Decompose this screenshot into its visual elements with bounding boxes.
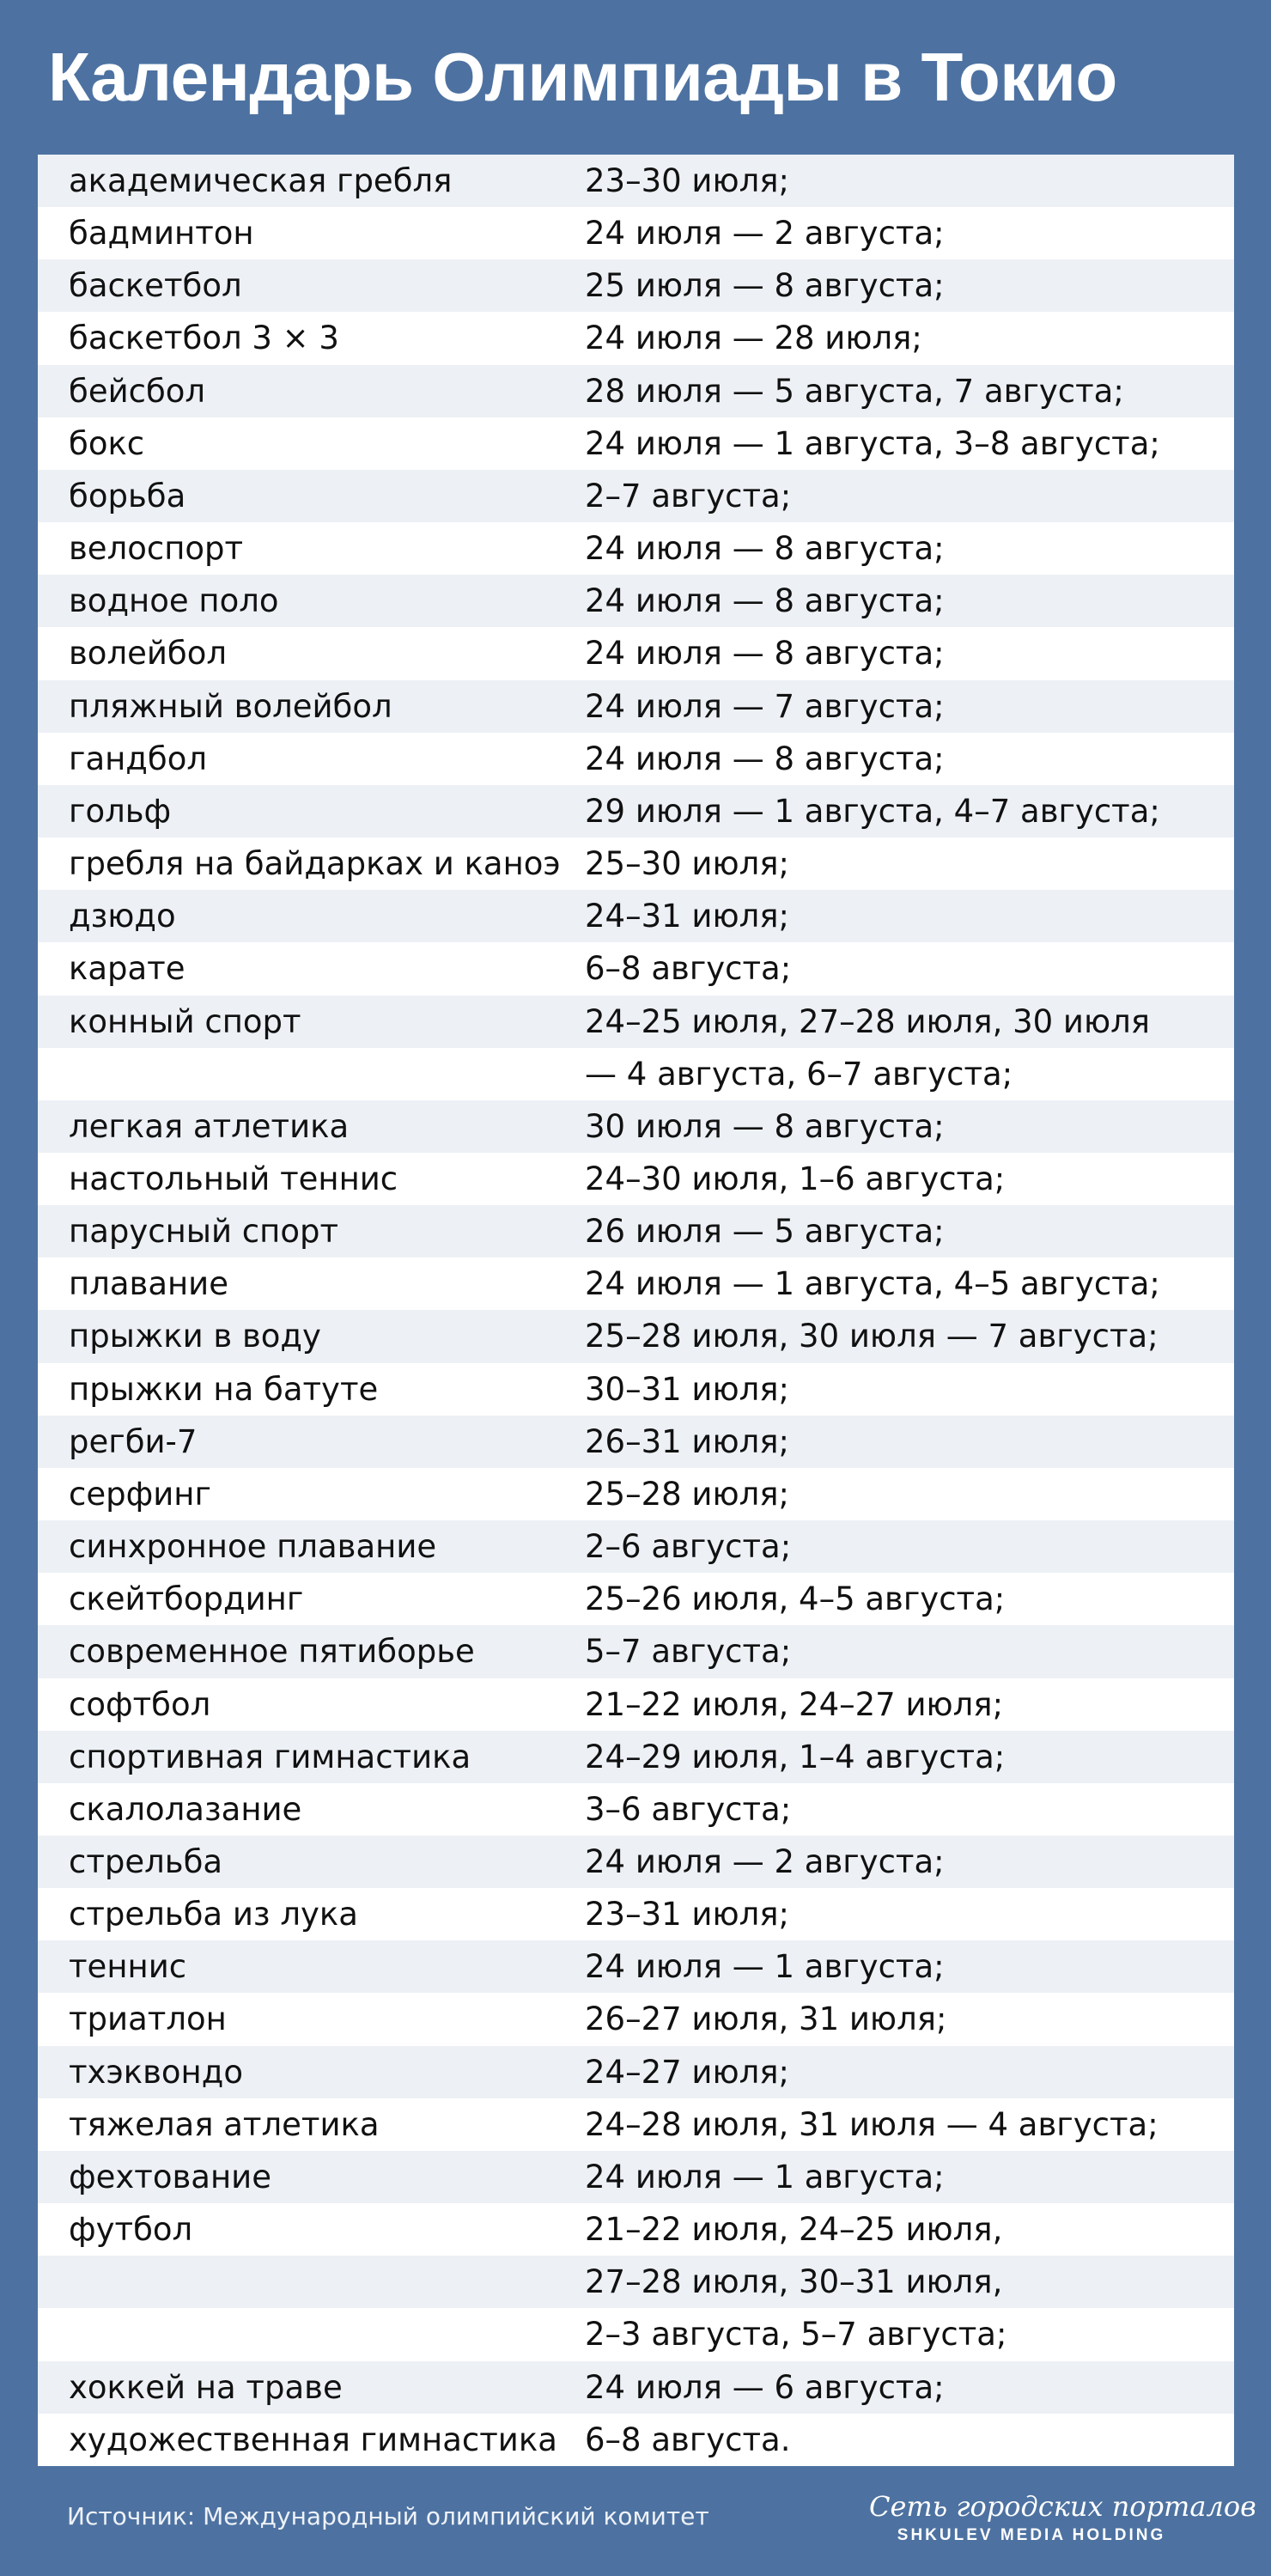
table-row <box>38 1836 1234 1888</box>
table-row <box>38 837 1234 890</box>
table-row <box>38 1468 1234 1520</box>
sport-name: гандбол <box>69 740 207 777</box>
sport-name: стрельба из лука <box>69 1896 358 1934</box>
sport-name: стрельба <box>69 1843 223 1880</box>
sport-name: гольф <box>69 792 172 830</box>
event-dates: 25–28 июля, 30 июля — 7 августа; <box>585 1318 1158 1355</box>
table-row <box>38 470 1234 522</box>
event-dates: 24 июля — 8 августа; <box>585 582 945 620</box>
table-row <box>38 312 1234 364</box>
sport-name: футбол <box>69 2211 193 2249</box>
sport-name: бокс <box>69 424 145 462</box>
sport-name: хоккей на траве <box>69 2368 343 2406</box>
table-row <box>38 1993 1234 2045</box>
event-dates: 23–30 июля; <box>585 162 789 199</box>
source-note: Источник: Международный олимпийский комитет <box>67 2502 709 2530</box>
sport-name: волейбол <box>69 635 228 673</box>
event-dates: 24 июля — 6 августа; <box>585 2368 945 2406</box>
event-dates: 26–27 июля, 31 июля; <box>585 2001 947 2038</box>
event-dates: 24–29 июля, 1–4 августа; <box>585 1738 1006 1775</box>
event-dates: 6–8 августа; <box>585 950 792 988</box>
sport-name: бадминтон <box>69 215 254 253</box>
event-dates: 30 июля — 8 августа; <box>585 1107 945 1145</box>
logo-brand: SHKULEV MEDIA HOLDING <box>897 2526 1166 2544</box>
event-dates: 24 июля — 7 августа; <box>585 687 945 725</box>
sport-name: дзюдо <box>69 898 176 935</box>
table-row <box>38 417 1234 470</box>
event-dates: 26–31 июля; <box>585 1422 789 1460</box>
sport-name: софтбол <box>69 1685 211 1723</box>
event-dates: 24 июля — 1 августа, 4–5 августа; <box>585 1265 1160 1303</box>
table-row <box>38 2203 1234 2256</box>
event-dates: 25–26 июля, 4–5 августа; <box>585 1580 1006 1618</box>
event-dates: 25–30 июля; <box>585 845 789 883</box>
event-dates: 24–25 июля, 27–28 июля, 30 июля <box>585 1002 1151 1040</box>
sport-name: борьба <box>69 477 186 515</box>
table-row <box>38 1258 1234 1310</box>
sport-name: регби-7 <box>69 1422 198 1460</box>
sport-name: легкая атлетика <box>69 1107 350 1145</box>
sport-name: серфинг <box>69 1475 211 1513</box>
event-dates: 24 июля — 28 июля; <box>585 320 922 357</box>
table-row <box>38 785 1234 837</box>
sport-name: гребля на байдарках и каноэ <box>69 845 561 883</box>
table-row <box>38 1520 1234 1573</box>
table-row <box>38 1416 1234 1468</box>
sport-name: художественная гимнастика <box>69 2421 557 2458</box>
event-dates: 25–28 июля; <box>585 1475 789 1513</box>
event-dates: 24–30 июля, 1–6 августа; <box>585 1160 1006 1197</box>
table-row <box>38 2256 1234 2308</box>
table-row <box>38 1310 1234 1362</box>
table-row <box>38 365 1234 417</box>
sport-name: баскетбол <box>69 267 242 305</box>
sport-name: теннис <box>69 1948 187 1986</box>
table-row <box>38 1363 1234 1416</box>
sport-name <box>38 1048 585 1100</box>
event-dates: 30–31 июля; <box>585 1370 789 1408</box>
table-row <box>38 1888 1234 1940</box>
schedule-table <box>38 155 1234 2466</box>
event-dates: 3–6 августа; <box>585 1790 792 1828</box>
logo-tagline: Сеть городских порталов <box>869 2490 1256 2523</box>
event-dates: 2–3 августа, 5–7 августа; <box>585 2316 1007 2354</box>
sport-name <box>38 2256 585 2308</box>
event-dates: 24 июля — 8 августа; <box>585 740 945 777</box>
table-row <box>38 1731 1234 1783</box>
sport-name: велоспорт <box>69 530 244 568</box>
event-dates: 24 июля — 8 августа; <box>585 530 945 568</box>
sport-name: спортивная гимнастика <box>69 1738 471 1775</box>
table-row <box>38 680 1234 733</box>
event-dates: 26 июля — 5 августа; <box>585 1213 945 1251</box>
event-dates: 24–31 июля; <box>585 898 789 935</box>
event-dates: 25 июля — 8 августа; <box>585 267 945 305</box>
table-row <box>38 942 1234 995</box>
sport-name: прыжки в воду <box>69 1318 321 1355</box>
sport-name: конный спорт <box>69 1002 301 1040</box>
sport-name: скалолазание <box>69 1790 302 1828</box>
table-row <box>38 890 1234 942</box>
table-row <box>38 2046 1234 2098</box>
event-dates: 5–7 августа; <box>585 1633 792 1671</box>
event-dates: 23–31 июля; <box>585 1896 789 1934</box>
sport-name: синхронное плавание <box>69 1528 437 1566</box>
table-row <box>38 2308 1234 2360</box>
sport-name: парусный спорт <box>69 1213 339 1251</box>
event-dates: 24 июля — 1 августа; <box>585 1948 945 1986</box>
table-row <box>38 2151 1234 2203</box>
sport-name: пляжный волейбол <box>69 687 392 725</box>
event-dates: 24 июля — 2 августа; <box>585 1843 945 1880</box>
sport-name: карате <box>69 950 185 988</box>
sport-name: фехтование <box>69 2158 271 2195</box>
event-dates: 21–22 июля, 24–25 июля, <box>585 2211 1003 2249</box>
sport-name: водное поло <box>69 582 279 620</box>
sport-name: современное пятиборье <box>69 1633 475 1671</box>
event-dates: 6–8 августа. <box>585 2421 791 2458</box>
table-row <box>38 1573 1234 1625</box>
event-dates: 24–27 июля; <box>585 2053 789 2091</box>
sport-name: настольный теннис <box>69 1160 398 1197</box>
sport-name: баскетбол 3 × 3 <box>69 320 339 357</box>
table-row <box>38 733 1234 785</box>
event-dates: 24 июля — 8 августа; <box>585 635 945 673</box>
table-row <box>38 1153 1234 1205</box>
sport-name: плавание <box>69 1265 228 1303</box>
table-row <box>38 259 1234 312</box>
sport-name: прыжки на батуте <box>69 1370 379 1408</box>
table-row <box>38 575 1234 627</box>
table-row <box>38 1205 1234 1258</box>
event-dates: 2–7 августа; <box>585 477 792 515</box>
sport-name: триатлон <box>69 2001 227 2038</box>
sport-name: академическая гребля <box>69 162 453 199</box>
sport-name: тхэквондо <box>69 2053 243 2091</box>
table-row <box>38 1625 1234 1678</box>
table-row <box>38 2361 1234 2414</box>
sport-name: бейсбол <box>69 372 206 410</box>
event-dates: 21–22 июля, 24–27 июля; <box>585 1685 1004 1723</box>
publisher-logo <box>869 2489 1256 2548</box>
event-dates: 24–28 июля, 31 июля — 4 августа; <box>585 2105 1158 2143</box>
table-row <box>38 1940 1234 1993</box>
event-dates: 24 июля — 1 августа, 3–8 августа; <box>585 424 1160 462</box>
page-title: Календарь Олимпиады в Токио <box>48 39 1117 115</box>
event-dates: 27–28 июля, 30–31 июля, <box>585 2263 1003 2301</box>
event-dates: 29 июля — 1 августа, 4–7 августа; <box>585 792 1160 830</box>
table-row <box>38 2098 1234 2151</box>
event-dates: 24 июля — 2 августа; <box>585 215 945 253</box>
event-dates: 2–6 августа; <box>585 1528 792 1566</box>
sport-name: тяжелая атлетика <box>69 2105 380 2143</box>
table-row <box>38 522 1234 575</box>
table-row <box>38 627 1234 679</box>
sport-name: скейтбординг <box>69 1580 304 1618</box>
table-row <box>38 1100 1234 1153</box>
table-row <box>38 996 1234 1048</box>
event-dates: 24 июля — 1 августа; <box>585 2158 945 2195</box>
event-dates: — 4 августа, 6–7 августа; <box>585 1055 1013 1093</box>
table-row <box>38 1678 1234 1731</box>
table-row <box>38 1783 1234 1836</box>
table-row <box>38 207 1234 259</box>
event-dates: 28 июля — 5 августа, 7 августа; <box>585 372 1124 410</box>
table-row <box>38 155 1234 207</box>
sport-name <box>38 2308 585 2360</box>
table-row <box>38 2414 1234 2466</box>
table-row <box>38 1048 1234 1100</box>
